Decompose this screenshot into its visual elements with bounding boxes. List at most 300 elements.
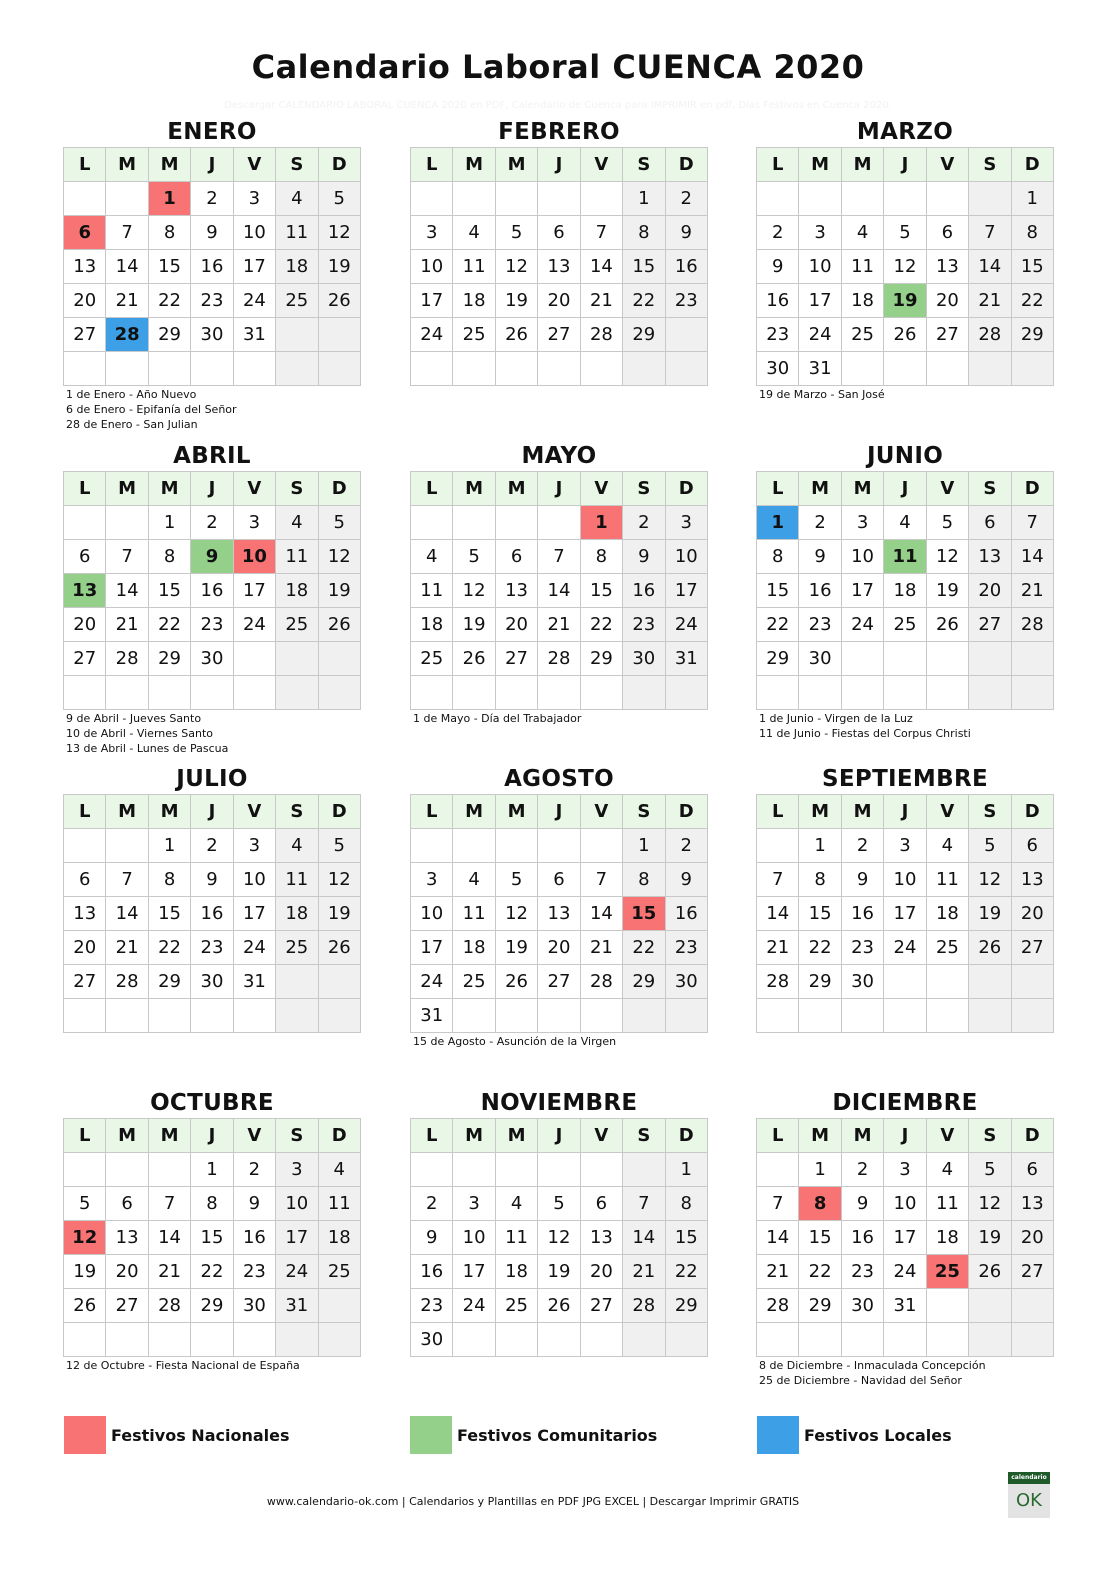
day-cell: 18: [841, 284, 883, 318]
day-cell: 29: [148, 965, 190, 999]
day-cell: 13: [1011, 1187, 1053, 1221]
weekday-header: D: [665, 472, 707, 506]
day-cell: 8: [757, 540, 799, 574]
day-cell: 5: [318, 182, 360, 216]
day-cell: [926, 676, 968, 710]
day-cell: 2: [191, 182, 233, 216]
day-cell: [148, 352, 190, 386]
day-cell: 15: [757, 574, 799, 608]
day-cell: 3: [665, 506, 707, 540]
day-cell: 29: [148, 642, 190, 676]
day-cell: 21: [538, 608, 580, 642]
day-cell: 12: [969, 1187, 1011, 1221]
day-cell: 3: [841, 506, 883, 540]
day-cell: 20: [926, 284, 968, 318]
day-cell: 1: [1011, 182, 1053, 216]
day-cell: 28: [580, 965, 622, 999]
day-cell: [106, 1153, 148, 1187]
day-cell: [538, 182, 580, 216]
month-name: NOVIEMBRE: [480, 1090, 638, 1116]
holiday-notes: [63, 387, 361, 432]
week-row: [64, 999, 361, 1033]
day-cell: 1: [148, 182, 190, 216]
week-row: [757, 1289, 1054, 1323]
day-cell: 19: [969, 1221, 1011, 1255]
day-cell: 19: [453, 608, 495, 642]
day-cell: [453, 182, 495, 216]
day-cell: [969, 1323, 1011, 1357]
week-row: [411, 182, 708, 216]
weekday-header: V: [580, 148, 622, 182]
day-cell: 20: [969, 574, 1011, 608]
weekday-header: V: [926, 148, 968, 182]
day-cell: 28: [757, 1289, 799, 1323]
day-cell: [106, 676, 148, 710]
weekday-header: S: [276, 148, 318, 182]
day-cell: [538, 676, 580, 710]
logo-top-text: calendario: [1008, 1472, 1050, 1484]
weekday-header: M: [106, 795, 148, 829]
day-cell: 16: [623, 574, 665, 608]
day-cell: 27: [495, 642, 537, 676]
day-cell: 1: [148, 829, 190, 863]
month-julio: [63, 764, 361, 1034]
day-cell: 27: [64, 965, 106, 999]
day-cell: 18: [276, 574, 318, 608]
day-cell: 8: [623, 216, 665, 250]
day-cell: 29: [623, 318, 665, 352]
weekday-header: D: [665, 1119, 707, 1153]
day-cell: 21: [1011, 574, 1053, 608]
day-cell: [411, 352, 453, 386]
day-cell: [453, 829, 495, 863]
day-cell: [106, 999, 148, 1033]
day-cell: 19: [495, 931, 537, 965]
weekday-header: M: [841, 795, 883, 829]
day-cell: 2: [841, 1153, 883, 1187]
day-cell: 24: [799, 318, 841, 352]
day-cell: 22: [580, 608, 622, 642]
day-cell: 1: [665, 1153, 707, 1187]
weekday-header: J: [191, 472, 233, 506]
page-title: Calendario Laboral CUENCA 2020: [251, 48, 865, 86]
day-cell: [106, 1323, 148, 1357]
day-cell: [411, 1153, 453, 1187]
day-cell: 7: [623, 1187, 665, 1221]
weekday-header: V: [580, 795, 622, 829]
day-cell: [276, 642, 318, 676]
weekday-header: M: [148, 1119, 190, 1153]
weekday-header: M: [148, 795, 190, 829]
day-cell: 9: [757, 250, 799, 284]
day-cell: [64, 506, 106, 540]
day-cell: 6: [106, 1187, 148, 1221]
day-cell: 16: [233, 1221, 275, 1255]
day-cell: 24: [411, 318, 453, 352]
weekday-header: L: [757, 472, 799, 506]
week-row: [411, 642, 708, 676]
week-row: [411, 506, 708, 540]
day-cell: [191, 352, 233, 386]
day-cell: 20: [538, 284, 580, 318]
day-cell: 5: [453, 540, 495, 574]
day-cell: 6: [538, 863, 580, 897]
month-enero: [63, 117, 361, 432]
day-cell: 2: [665, 182, 707, 216]
day-cell: [106, 829, 148, 863]
day-cell: 4: [411, 540, 453, 574]
day-cell: [757, 676, 799, 710]
holiday-note: 19 de Marzo - San José: [759, 388, 885, 401]
day-cell: 25: [276, 931, 318, 965]
day-cell: 3: [276, 1153, 318, 1187]
week-row: [757, 250, 1054, 284]
day-cell: 14: [106, 574, 148, 608]
day-cell: 8: [799, 863, 841, 897]
day-cell: [233, 642, 275, 676]
day-cell: 16: [665, 897, 707, 931]
day-cell: [884, 642, 926, 676]
day-cell: [276, 965, 318, 999]
day-cell: [841, 642, 883, 676]
day-cell: 27: [538, 318, 580, 352]
day-cell: 25: [453, 318, 495, 352]
day-cell: [665, 676, 707, 710]
day-cell: 12: [453, 574, 495, 608]
weekday-header: V: [580, 472, 622, 506]
day-cell: 22: [148, 931, 190, 965]
day-cell: 9: [841, 1187, 883, 1221]
week-row: [757, 829, 1054, 863]
week-row: [411, 829, 708, 863]
day-cell: 8: [623, 863, 665, 897]
day-cell: [623, 999, 665, 1033]
day-cell: [233, 676, 275, 710]
day-cell: [495, 1153, 537, 1187]
day-cell: [884, 676, 926, 710]
day-cell: 31: [233, 965, 275, 999]
month-noviembre: [410, 1088, 708, 1358]
day-cell: 20: [538, 931, 580, 965]
day-cell: 21: [106, 284, 148, 318]
day-cell: 10: [276, 1187, 318, 1221]
weekday-header: M: [799, 148, 841, 182]
day-cell: [926, 352, 968, 386]
day-cell: [495, 1323, 537, 1357]
day-cell: 7: [538, 540, 580, 574]
weekday-header: J: [538, 148, 580, 182]
day-cell: 18: [926, 1221, 968, 1255]
day-cell: 24: [276, 1255, 318, 1289]
day-cell: 10: [665, 540, 707, 574]
day-cell: [926, 1323, 968, 1357]
day-cell: 28: [538, 642, 580, 676]
weekday-header: V: [926, 472, 968, 506]
weekday-header: J: [884, 795, 926, 829]
day-cell: 6: [580, 1187, 622, 1221]
day-cell: [665, 352, 707, 386]
weekday-header: L: [757, 1119, 799, 1153]
day-cell: 30: [665, 965, 707, 999]
week-row: [64, 676, 361, 710]
day-cell: 4: [495, 1187, 537, 1221]
day-cell: 14: [623, 1221, 665, 1255]
day-cell: 4: [318, 1153, 360, 1187]
weekday-header: M: [799, 795, 841, 829]
weekday-header: M: [148, 472, 190, 506]
day-cell: 19: [884, 284, 926, 318]
day-cell: 15: [799, 1221, 841, 1255]
week-row: [757, 574, 1054, 608]
day-cell: [495, 506, 537, 540]
day-cell: 22: [799, 931, 841, 965]
weekday-header: J: [538, 795, 580, 829]
weekday-header: D: [1011, 472, 1053, 506]
day-cell: 17: [411, 931, 453, 965]
week-row: [757, 1153, 1054, 1187]
day-cell: 2: [411, 1187, 453, 1221]
day-cell: [276, 352, 318, 386]
week-row: [757, 506, 1054, 540]
day-cell: 15: [1011, 250, 1053, 284]
day-cell: 27: [106, 1289, 148, 1323]
month-table: [63, 1118, 361, 1357]
day-cell: [318, 676, 360, 710]
day-cell: [841, 1323, 883, 1357]
day-cell: 8: [148, 863, 190, 897]
day-cell: 22: [665, 1255, 707, 1289]
day-cell: [757, 999, 799, 1033]
day-cell: 27: [1011, 1255, 1053, 1289]
day-cell: 9: [233, 1187, 275, 1221]
day-cell: [495, 352, 537, 386]
day-cell: 7: [969, 216, 1011, 250]
day-cell: 7: [106, 540, 148, 574]
footer-text[interactable]: www.calendario-ok.com | Calendarios y Plantillas en PDF JPG EXCEL | Descargar Imprimir GRATIS: [266, 1495, 800, 1508]
day-cell: 22: [148, 284, 190, 318]
weekday-header: L: [64, 1119, 106, 1153]
day-cell: 24: [233, 931, 275, 965]
holiday-note: 8 de Diciembre - Inmaculada Concepción: [759, 1359, 986, 1372]
day-cell: 5: [926, 506, 968, 540]
day-cell: 6: [1011, 1153, 1053, 1187]
weekday-header: D: [318, 1119, 360, 1153]
day-cell: [64, 1153, 106, 1187]
day-cell: 13: [580, 1221, 622, 1255]
day-cell: [665, 1323, 707, 1357]
day-cell: [841, 352, 883, 386]
holiday-note: 10 de Abril - Viernes Santo: [66, 727, 213, 740]
day-cell: 21: [623, 1255, 665, 1289]
day-cell: [757, 1323, 799, 1357]
day-cell: 23: [233, 1255, 275, 1289]
day-cell: 2: [191, 506, 233, 540]
day-cell: 7: [580, 863, 622, 897]
weekday-header: M: [799, 472, 841, 506]
day-cell: [623, 1153, 665, 1187]
day-cell: 24: [884, 931, 926, 965]
day-cell: [799, 676, 841, 710]
day-cell: 13: [538, 897, 580, 931]
day-cell: 26: [318, 284, 360, 318]
day-cell: [233, 999, 275, 1033]
weekday-header: L: [64, 472, 106, 506]
day-cell: 2: [799, 506, 841, 540]
day-cell: 25: [411, 642, 453, 676]
day-cell: 4: [276, 506, 318, 540]
week-row: [64, 863, 361, 897]
week-row: [411, 1289, 708, 1323]
day-cell: 24: [884, 1255, 926, 1289]
month-septiembre: [756, 764, 1054, 1034]
day-cell: [318, 642, 360, 676]
day-cell: 11: [276, 863, 318, 897]
week-row: [64, 540, 361, 574]
day-cell: [580, 676, 622, 710]
day-cell: 3: [453, 1187, 495, 1221]
holiday-note: 11 de Junio - Fiestas del Corpus Christi: [759, 727, 971, 740]
day-cell: 24: [411, 965, 453, 999]
day-cell: 19: [318, 574, 360, 608]
calendario-ok-logo[interactable]: [1008, 1472, 1050, 1518]
week-row: [64, 216, 361, 250]
day-cell: 7: [106, 863, 148, 897]
week-row: [64, 284, 361, 318]
day-cell: 2: [757, 216, 799, 250]
day-cell: 15: [623, 250, 665, 284]
weekday-header: S: [623, 472, 665, 506]
day-cell: 23: [799, 608, 841, 642]
day-cell: [926, 1289, 968, 1323]
week-row: [64, 250, 361, 284]
day-cell: 20: [1011, 1221, 1053, 1255]
day-cell: [665, 318, 707, 352]
day-cell: 14: [538, 574, 580, 608]
day-cell: [580, 182, 622, 216]
weekday-header: M: [106, 148, 148, 182]
day-cell: 29: [580, 642, 622, 676]
day-cell: 30: [799, 642, 841, 676]
day-cell: [64, 829, 106, 863]
day-cell: 12: [318, 863, 360, 897]
week-row: [64, 574, 361, 608]
weekday-header: S: [969, 1119, 1011, 1153]
day-cell: 14: [969, 250, 1011, 284]
day-cell: 23: [757, 318, 799, 352]
weekday-header: M: [148, 148, 190, 182]
day-cell: 10: [884, 863, 926, 897]
week-row: [757, 897, 1054, 931]
week-row: [757, 1255, 1054, 1289]
day-cell: 9: [191, 863, 233, 897]
day-cell: 21: [757, 1255, 799, 1289]
day-cell: 13: [969, 540, 1011, 574]
day-cell: 9: [799, 540, 841, 574]
day-cell: [64, 676, 106, 710]
day-cell: 17: [233, 250, 275, 284]
day-cell: 11: [318, 1187, 360, 1221]
month-name: MARZO: [856, 119, 954, 145]
month-junio: [756, 441, 1054, 741]
day-cell: 28: [580, 318, 622, 352]
day-cell: 20: [1011, 897, 1053, 931]
day-cell: 25: [884, 608, 926, 642]
legend-comunitario: [410, 1415, 657, 1455]
day-cell: 30: [757, 352, 799, 386]
week-row: [411, 574, 708, 608]
day-cell: [580, 999, 622, 1033]
day-cell: 2: [841, 829, 883, 863]
day-cell: 15: [148, 250, 190, 284]
day-cell: [411, 829, 453, 863]
day-cell: 11: [495, 1221, 537, 1255]
day-cell: 26: [318, 608, 360, 642]
month-octubre: [63, 1088, 361, 1373]
day-cell: [233, 352, 275, 386]
day-cell: [757, 829, 799, 863]
day-cell: [276, 676, 318, 710]
day-cell: 25: [926, 1255, 968, 1289]
day-cell: 21: [757, 931, 799, 965]
month-diciembre: [756, 1088, 1054, 1388]
day-cell: 10: [233, 540, 275, 574]
day-cell: [884, 965, 926, 999]
day-cell: 17: [884, 897, 926, 931]
day-cell: [64, 352, 106, 386]
day-cell: 4: [453, 863, 495, 897]
day-cell: 24: [453, 1289, 495, 1323]
day-cell: 29: [757, 642, 799, 676]
legend-nacional: [64, 1415, 290, 1455]
day-cell: [191, 999, 233, 1033]
day-cell: 4: [884, 506, 926, 540]
month-table: [756, 471, 1054, 710]
day-cell: 14: [580, 897, 622, 931]
day-cell: 1: [623, 182, 665, 216]
weekday-header: D: [318, 148, 360, 182]
day-cell: [884, 999, 926, 1033]
day-cell: [623, 1323, 665, 1357]
weekday-header: J: [884, 1119, 926, 1153]
day-cell: [1011, 1323, 1053, 1357]
day-cell: 17: [453, 1255, 495, 1289]
day-cell: [106, 182, 148, 216]
day-cell: 22: [148, 608, 190, 642]
day-cell: 17: [411, 284, 453, 318]
week-row: [757, 863, 1054, 897]
day-cell: 1: [148, 506, 190, 540]
weekday-header: V: [580, 1119, 622, 1153]
day-cell: 27: [969, 608, 1011, 642]
day-cell: 16: [191, 574, 233, 608]
day-cell: [969, 642, 1011, 676]
day-cell: 5: [495, 863, 537, 897]
holiday-note: 28 de Enero - San Julian: [66, 418, 198, 431]
day-cell: 30: [841, 965, 883, 999]
day-cell: 11: [926, 1187, 968, 1221]
day-cell: 27: [64, 318, 106, 352]
day-cell: 29: [799, 1289, 841, 1323]
day-cell: 26: [495, 965, 537, 999]
day-cell: 16: [665, 250, 707, 284]
month-table: [756, 794, 1054, 1033]
week-row: [757, 965, 1054, 999]
day-cell: 14: [148, 1221, 190, 1255]
day-cell: [411, 676, 453, 710]
day-cell: [453, 676, 495, 710]
day-cell: 15: [665, 1221, 707, 1255]
week-row: [411, 318, 708, 352]
